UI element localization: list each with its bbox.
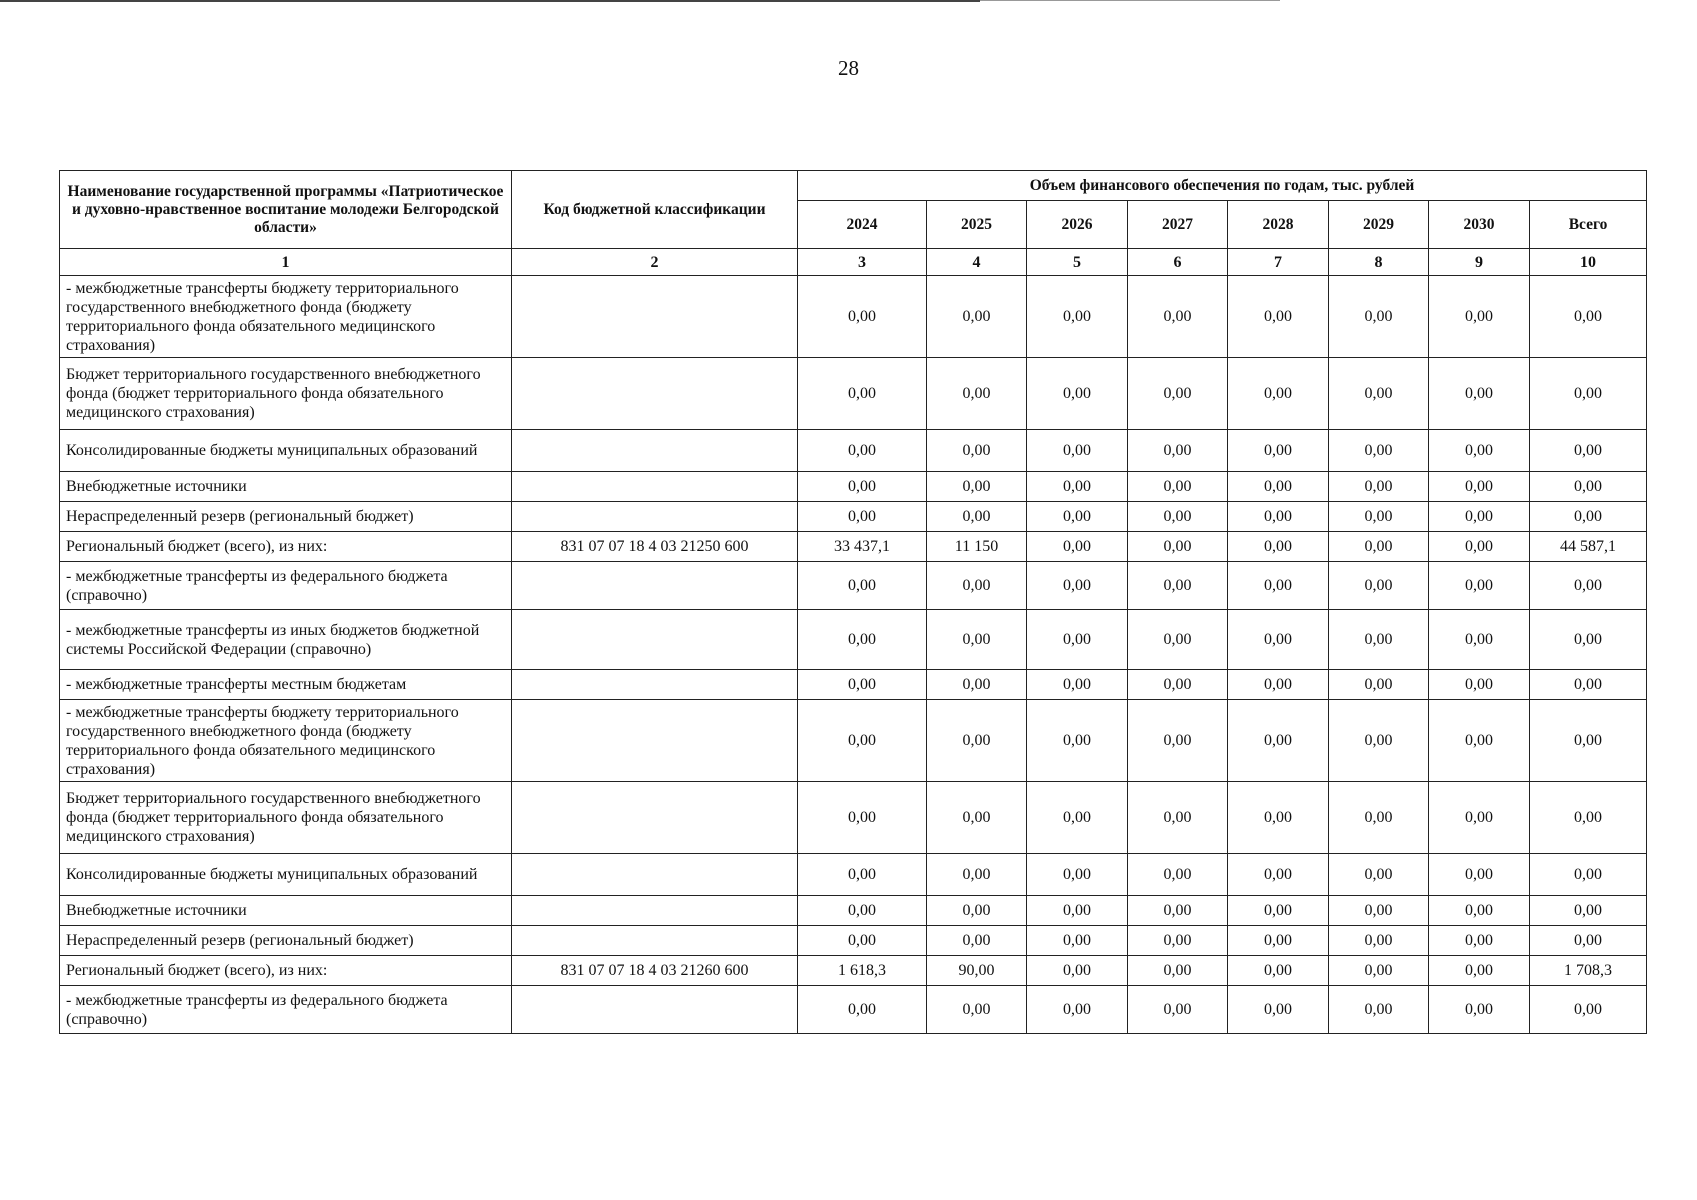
row-name: - межбюджетные трансферты из иных бюджетов бюджетной системы Российской Федерации (справочно) xyxy=(60,610,512,670)
row-total-value: 0,00 xyxy=(1530,502,1647,532)
row-budget-code xyxy=(512,700,798,782)
row-year-value: 0,00 xyxy=(1329,986,1429,1034)
row-total-value: 0,00 xyxy=(1530,700,1647,782)
row-year-value: 0,00 xyxy=(1228,782,1329,854)
row-year-value: 0,00 xyxy=(1429,956,1530,986)
row-year-value: 0,00 xyxy=(1429,896,1530,926)
row-budget-code xyxy=(512,782,798,854)
row-year-value: 0,00 xyxy=(1228,956,1329,986)
header-funding-title: Объем финансового обеспечения по годам, тыс. рублей xyxy=(798,171,1647,201)
table-row xyxy=(60,700,1647,782)
row-name: - межбюджетные трансферты из федерального бюджета (справочно) xyxy=(60,562,512,610)
row-year-value: 0,00 xyxy=(1329,670,1429,700)
row-budget-code: 831 07 07 18 4 03 21250 600 xyxy=(512,532,798,562)
table-row xyxy=(60,610,1647,670)
row-year-value: 0,00 xyxy=(1329,358,1429,430)
row-total-value: 0,00 xyxy=(1530,986,1647,1034)
row-name: Региональный бюджет (всего), из них: xyxy=(60,956,512,986)
column-number: 4 xyxy=(927,249,1027,276)
row-year-value: 0,00 xyxy=(1429,610,1530,670)
row-total-value: 44 587,1 xyxy=(1530,532,1647,562)
row-year-value: 0,00 xyxy=(1128,896,1228,926)
row-year-value: 0,00 xyxy=(1429,926,1530,956)
row-year-value: 0,00 xyxy=(1128,358,1228,430)
row-total-value: 0,00 xyxy=(1530,472,1647,502)
row-year-value: 0,00 xyxy=(927,358,1027,430)
row-year-value: 0,00 xyxy=(927,430,1027,472)
row-year-value: 0,00 xyxy=(1228,854,1329,896)
column-number: 9 xyxy=(1429,249,1530,276)
row-year-value: 0,00 xyxy=(1329,502,1429,532)
page-number: 28 xyxy=(838,56,859,80)
row-year-value: 0,00 xyxy=(1128,670,1228,700)
row-year-value: 0,00 xyxy=(1027,896,1128,926)
table-row xyxy=(60,926,1647,956)
row-year-value: 0,00 xyxy=(1429,430,1530,472)
row-year-value: 0,00 xyxy=(1228,610,1329,670)
row-year-value: 0,00 xyxy=(1027,700,1128,782)
row-year-value: 0,00 xyxy=(1128,562,1228,610)
row-year-value: 0,00 xyxy=(798,610,927,670)
funding-table xyxy=(59,170,1647,1034)
row-year-value: 0,00 xyxy=(927,276,1027,358)
row-name: - межбюджетные трансферты бюджету территориального государственного внебюджетного фонда (бюджету территориального фонда обязательного медицинского страхования) xyxy=(60,700,512,782)
row-year-value: 0,00 xyxy=(1329,700,1429,782)
row-year-value: 0,00 xyxy=(1329,896,1429,926)
row-year-value: 33 437,1 xyxy=(798,532,927,562)
column-number: 10 xyxy=(1530,249,1647,276)
row-name: Региональный бюджет (всего), из них: xyxy=(60,532,512,562)
row-year-value: 0,00 xyxy=(927,502,1027,532)
row-year-value: 0,00 xyxy=(1329,562,1429,610)
table-row xyxy=(60,986,1647,1034)
table-row xyxy=(60,956,1647,986)
row-year-value: 0,00 xyxy=(1128,926,1228,956)
row-year-value: 0,00 xyxy=(1128,610,1228,670)
row-year-value: 0,00 xyxy=(1228,896,1329,926)
row-year-value: 0,00 xyxy=(1228,276,1329,358)
row-total-value: 0,00 xyxy=(1530,358,1647,430)
row-budget-code xyxy=(512,926,798,956)
column-number: 6 xyxy=(1128,249,1228,276)
column-number: 8 xyxy=(1329,249,1429,276)
row-year-value: 0,00 xyxy=(798,430,927,472)
row-year-value: 0,00 xyxy=(1027,670,1128,700)
row-budget-code xyxy=(512,986,798,1034)
header-program-name: Наименование государственной программы «Патриотическое и духовно-нравственное воспитание молодежи Белгородской области» xyxy=(60,171,512,249)
row-year-value: 90,00 xyxy=(927,956,1027,986)
table-row xyxy=(60,562,1647,610)
row-year-value: 0,00 xyxy=(1027,610,1128,670)
scan-edge-line xyxy=(0,0,980,2)
row-name: - межбюджетные трансферты из федерального бюджета (справочно) xyxy=(60,986,512,1034)
row-year-value: 0,00 xyxy=(798,358,927,430)
column-number: 1 xyxy=(60,249,512,276)
row-year-value: 0,00 xyxy=(1429,276,1530,358)
row-year-value: 0,00 xyxy=(1429,358,1530,430)
row-year-value: 0,00 xyxy=(1027,276,1128,358)
row-year-value: 0,00 xyxy=(1429,700,1530,782)
header-year: 2029 xyxy=(1329,201,1429,249)
header-year: 2024 xyxy=(798,201,927,249)
row-year-value: 0,00 xyxy=(1228,502,1329,532)
row-year-value: 0,00 xyxy=(927,700,1027,782)
row-year-value: 0,00 xyxy=(1228,430,1329,472)
table-row xyxy=(60,896,1647,926)
row-budget-code xyxy=(512,502,798,532)
row-year-value: 0,00 xyxy=(1027,502,1128,532)
row-name: Бюджет территориального государственного внебюджетного фонда (бюджет территориального фонда обязательного медицинского страхования) xyxy=(60,782,512,854)
row-total-value: 1 708,3 xyxy=(1530,956,1647,986)
row-year-value: 0,00 xyxy=(798,276,927,358)
header-total: Всего xyxy=(1530,201,1647,249)
row-budget-code xyxy=(512,358,798,430)
row-year-value: 0,00 xyxy=(1128,430,1228,472)
row-year-value: 0,00 xyxy=(1027,986,1128,1034)
row-name: Бюджет территориального государственного внебюджетного фонда (бюджет территориального фонда обязательного медицинского страхования) xyxy=(60,358,512,430)
row-year-value: 0,00 xyxy=(1429,562,1530,610)
row-year-value: 0,00 xyxy=(1329,472,1429,502)
row-total-value: 0,00 xyxy=(1530,782,1647,854)
row-year-value: 0,00 xyxy=(1429,532,1530,562)
row-total-value: 0,00 xyxy=(1530,926,1647,956)
header-year: 2025 xyxy=(927,201,1027,249)
row-year-value: 0,00 xyxy=(1429,854,1530,896)
header-year: 2027 xyxy=(1128,201,1228,249)
row-name: Консолидированные бюджеты муниципальных образований xyxy=(60,430,512,472)
row-year-value: 0,00 xyxy=(1128,854,1228,896)
row-year-value: 0,00 xyxy=(1027,956,1128,986)
row-year-value: 0,00 xyxy=(1228,700,1329,782)
row-year-value: 0,00 xyxy=(927,896,1027,926)
column-number: 3 xyxy=(798,249,927,276)
table-row xyxy=(60,358,1647,430)
row-year-value: 0,00 xyxy=(927,562,1027,610)
row-year-value: 0,00 xyxy=(1027,562,1128,610)
row-year-value: 0,00 xyxy=(798,896,927,926)
table-row xyxy=(60,472,1647,502)
row-year-value: 0,00 xyxy=(1128,700,1228,782)
row-year-value: 0,00 xyxy=(1128,276,1228,358)
row-total-value: 0,00 xyxy=(1530,430,1647,472)
row-budget-code xyxy=(512,896,798,926)
row-year-value: 0,00 xyxy=(1329,276,1429,358)
table-row xyxy=(60,502,1647,532)
column-number: 5 xyxy=(1027,249,1128,276)
row-year-value: 0,00 xyxy=(1329,430,1429,472)
row-total-value: 0,00 xyxy=(1530,670,1647,700)
row-name: - межбюджетные трансферты бюджету территориального государственного внебюджетного фонда (бюджету территориального фонда обязательного медицинского страхования) xyxy=(60,276,512,358)
row-name: Нераспределенный резерв (региональный бюджет) xyxy=(60,502,512,532)
row-year-value: 0,00 xyxy=(1128,502,1228,532)
row-year-value: 0,00 xyxy=(1228,670,1329,700)
row-year-value: 0,00 xyxy=(1027,358,1128,430)
row-year-value: 0,00 xyxy=(1329,926,1429,956)
row-year-value: 0,00 xyxy=(1027,430,1128,472)
table-row xyxy=(60,782,1647,854)
row-budget-code xyxy=(512,430,798,472)
table-row xyxy=(60,670,1647,700)
header-year: 2030 xyxy=(1429,201,1530,249)
row-year-value: 0,00 xyxy=(1329,782,1429,854)
column-number-row xyxy=(60,249,1647,276)
row-year-value: 0,00 xyxy=(798,926,927,956)
row-year-value: 0,00 xyxy=(1228,986,1329,1034)
row-year-value: 0,00 xyxy=(927,472,1027,502)
row-year-value: 0,00 xyxy=(927,782,1027,854)
row-name: Нераспределенный резерв (региональный бюджет) xyxy=(60,926,512,956)
row-year-value: 0,00 xyxy=(1329,610,1429,670)
scan-edge-line xyxy=(980,0,1280,1)
row-year-value: 0,00 xyxy=(798,502,927,532)
table-row xyxy=(60,276,1647,358)
header-budget-code: Код бюджетной классификации xyxy=(512,171,798,249)
row-budget-code xyxy=(512,472,798,502)
row-year-value: 0,00 xyxy=(1429,670,1530,700)
row-year-value: 0,00 xyxy=(798,562,927,610)
header-year: 2026 xyxy=(1027,201,1128,249)
row-year-value: 0,00 xyxy=(927,854,1027,896)
row-year-value: 0,00 xyxy=(798,854,927,896)
row-budget-code: 831 07 07 18 4 03 21260 600 xyxy=(512,956,798,986)
row-year-value: 0,00 xyxy=(1228,562,1329,610)
row-year-value: 0,00 xyxy=(1329,854,1429,896)
row-year-value: 11 150 xyxy=(927,532,1027,562)
table-row xyxy=(60,854,1647,896)
row-budget-code xyxy=(512,670,798,700)
row-year-value: 0,00 xyxy=(798,986,927,1034)
row-year-value: 0,00 xyxy=(798,670,927,700)
row-total-value: 0,00 xyxy=(1530,562,1647,610)
row-year-value: 0,00 xyxy=(1429,986,1530,1034)
row-year-value: 0,00 xyxy=(1429,502,1530,532)
row-year-value: 0,00 xyxy=(1329,956,1429,986)
row-name: - межбюджетные трансферты местным бюджетам xyxy=(60,670,512,700)
row-total-value: 0,00 xyxy=(1530,610,1647,670)
row-total-value: 0,00 xyxy=(1530,854,1647,896)
row-year-value: 0,00 xyxy=(1228,358,1329,430)
row-year-value: 0,00 xyxy=(1027,472,1128,502)
row-name: Внебюджетные источники xyxy=(60,472,512,502)
column-number: 2 xyxy=(512,249,798,276)
row-year-value: 1 618,3 xyxy=(798,956,927,986)
row-year-value: 0,00 xyxy=(1128,956,1228,986)
row-year-value: 0,00 xyxy=(1128,986,1228,1034)
row-budget-code xyxy=(512,276,798,358)
header-year: 2028 xyxy=(1228,201,1329,249)
row-year-value: 0,00 xyxy=(927,986,1027,1034)
row-year-value: 0,00 xyxy=(798,782,927,854)
row-year-value: 0,00 xyxy=(927,926,1027,956)
row-budget-code xyxy=(512,562,798,610)
row-year-value: 0,00 xyxy=(1128,532,1228,562)
row-year-value: 0,00 xyxy=(1329,532,1429,562)
row-total-value: 0,00 xyxy=(1530,276,1647,358)
row-year-value: 0,00 xyxy=(1429,472,1530,502)
row-year-value: 0,00 xyxy=(1128,782,1228,854)
row-year-value: 0,00 xyxy=(1429,782,1530,854)
table-row xyxy=(60,532,1647,562)
row-year-value: 0,00 xyxy=(1027,854,1128,896)
row-year-value: 0,00 xyxy=(927,610,1027,670)
row-year-value: 0,00 xyxy=(1027,532,1128,562)
row-name: Внебюджетные источники xyxy=(60,896,512,926)
row-year-value: 0,00 xyxy=(927,670,1027,700)
row-name: Консолидированные бюджеты муниципальных образований xyxy=(60,854,512,896)
row-year-value: 0,00 xyxy=(1228,472,1329,502)
row-year-value: 0,00 xyxy=(1027,782,1128,854)
column-number: 7 xyxy=(1228,249,1329,276)
row-budget-code xyxy=(512,610,798,670)
row-year-value: 0,00 xyxy=(1228,926,1329,956)
row-budget-code xyxy=(512,854,798,896)
row-year-value: 0,00 xyxy=(1228,532,1329,562)
table-row xyxy=(60,430,1647,472)
row-year-value: 0,00 xyxy=(1027,926,1128,956)
row-total-value: 0,00 xyxy=(1530,896,1647,926)
row-year-value: 0,00 xyxy=(798,472,927,502)
row-year-value: 0,00 xyxy=(798,700,927,782)
row-year-value: 0,00 xyxy=(1128,472,1228,502)
